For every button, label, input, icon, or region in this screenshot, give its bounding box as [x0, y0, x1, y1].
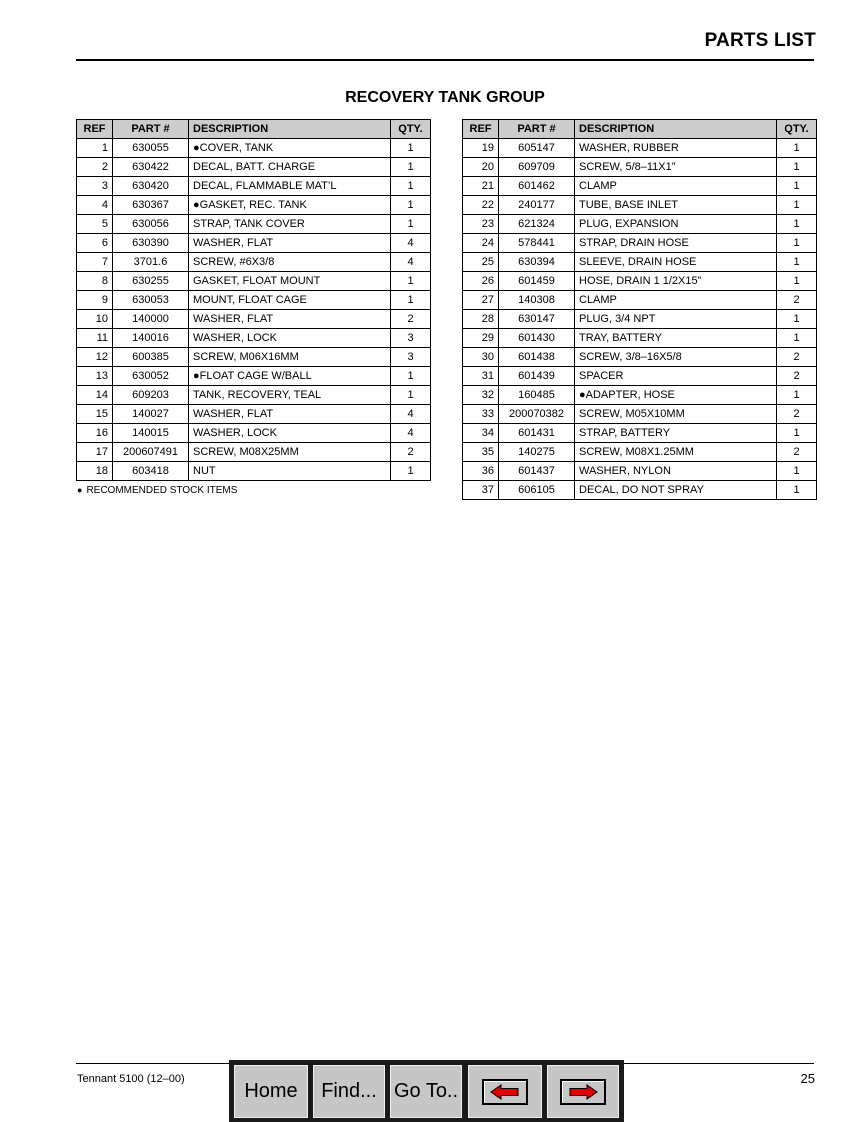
ref-cell: 8 [77, 272, 113, 291]
description-cell: SCREW, 3/8–16X5/8 [575, 348, 777, 367]
table-row [463, 196, 817, 215]
home-button[interactable]: Home [234, 1065, 308, 1118]
description-cell: WASHER, LOCK [189, 424, 391, 443]
qty-cell: 1 [391, 367, 431, 386]
part-number-cell: 601431 [499, 424, 575, 443]
description-cell: WASHER, FLAT [189, 234, 391, 253]
part-number-cell: 240177 [499, 196, 575, 215]
ref-cell: 3 [77, 177, 113, 196]
ref-cell: 30 [463, 348, 499, 367]
part-number-cell: 200607491 [113, 443, 189, 462]
table-row [77, 424, 431, 443]
table-row [77, 386, 431, 405]
part-number-cell: 140308 [499, 291, 575, 310]
qty-cell: 1 [391, 215, 431, 234]
ref-cell: 2 [77, 158, 113, 177]
qty-cell: 2 [777, 443, 817, 462]
qty-cell: 1 [777, 481, 817, 500]
table-row [77, 177, 431, 196]
table-row [463, 481, 817, 500]
ref-cell: 6 [77, 234, 113, 253]
table-row [77, 196, 431, 215]
footnote-text: RECOMMENDED STOCK ITEMS [86, 485, 238, 496]
qty-cell: 2 [777, 291, 817, 310]
part-number-cell: 630255 [113, 272, 189, 291]
table-row [77, 443, 431, 462]
part-number-cell: 630053 [113, 291, 189, 310]
table-row [463, 272, 817, 291]
qty-cell: 1 [391, 291, 431, 310]
description-cell: PLUG, EXPANSION [575, 215, 777, 234]
qty-cell: 2 [777, 348, 817, 367]
ref-cell: 22 [463, 196, 499, 215]
part-number-cell: 140016 [113, 329, 189, 348]
qty-cell: 1 [391, 196, 431, 215]
part-number-cell: 578441 [499, 234, 575, 253]
description-cell: SPACER [575, 367, 777, 386]
part-number-cell: 609709 [499, 158, 575, 177]
part-number-cell: 160485 [499, 386, 575, 405]
qty-cell: 1 [777, 177, 817, 196]
qty-cell: 1 [777, 253, 817, 272]
description-cell: STRAP, TANK COVER [189, 215, 391, 234]
ref-cell: 17 [77, 443, 113, 462]
qty-cell: 2 [391, 443, 431, 462]
qty-cell: 1 [777, 215, 817, 234]
description-cell: ●COVER, TANK [189, 139, 391, 158]
description-header: DESCRIPTION [189, 120, 391, 139]
description-cell: ●GASKET, REC. TANK [189, 196, 391, 215]
description-cell: STRAP, BATTERY [575, 424, 777, 443]
header-rule [76, 59, 814, 61]
footer-model: Tennant 5100 (12–00) [77, 1073, 185, 1085]
qty-cell: 1 [391, 462, 431, 481]
description-cell: MOUNT, FLOAT CAGE [189, 291, 391, 310]
description-cell: SCREW, M06X16MM [189, 348, 391, 367]
qty-cell: 3 [391, 348, 431, 367]
description-cell: WASHER, NYLON [575, 462, 777, 481]
table-row [463, 443, 817, 462]
part-number-cell: 630367 [113, 196, 189, 215]
part-number-header: PART # [499, 120, 575, 139]
ref-cell: 14 [77, 386, 113, 405]
description-cell: DECAL, BATT. CHARGE [189, 158, 391, 177]
part-number-cell: 600385 [113, 348, 189, 367]
table-row [77, 329, 431, 348]
table-row [77, 367, 431, 386]
ref-cell: 18 [77, 462, 113, 481]
ref-cell: 15 [77, 405, 113, 424]
goto-button[interactable]: Go To.. [390, 1065, 462, 1118]
description-cell: TRAY, BATTERY [575, 329, 777, 348]
ref-cell: 13 [77, 367, 113, 386]
description-cell: WASHER, RUBBER [575, 139, 777, 158]
part-number-cell: 601439 [499, 367, 575, 386]
ref-cell: 4 [77, 196, 113, 215]
qty-cell: 2 [391, 310, 431, 329]
qty-cell: 1 [777, 234, 817, 253]
part-number-cell: 605147 [499, 139, 575, 158]
qty-cell: 1 [391, 158, 431, 177]
description-cell: DECAL, DO NOT SPRAY [575, 481, 777, 500]
qty-cell: 1 [777, 424, 817, 443]
table-header-row [463, 120, 817, 139]
table-row [463, 139, 817, 158]
description-cell: DECAL, FLAMMABLE MAT’L [189, 177, 391, 196]
qty-cell: 1 [391, 177, 431, 196]
description-cell: TUBE, BASE INLET [575, 196, 777, 215]
part-number-cell: 3701.6 [113, 253, 189, 272]
table-row [77, 348, 431, 367]
part-number-cell: 630390 [113, 234, 189, 253]
description-cell: CLAMP [575, 177, 777, 196]
part-number-cell: 621324 [499, 215, 575, 234]
part-number-cell: 630420 [113, 177, 189, 196]
arrow-right-icon [560, 1079, 606, 1105]
table-row [77, 253, 431, 272]
footnote [77, 485, 237, 496]
ref-cell: 19 [463, 139, 499, 158]
table-row [77, 272, 431, 291]
ref-cell: 31 [463, 367, 499, 386]
description-header: DESCRIPTION [575, 120, 777, 139]
description-cell: ●ADAPTER, HOSE [575, 386, 777, 405]
table-row [77, 215, 431, 234]
ref-cell: 33 [463, 405, 499, 424]
ref-cell: 7 [77, 253, 113, 272]
table-row [77, 158, 431, 177]
table-row [77, 462, 431, 481]
description-cell: STRAP, DRAIN HOSE [575, 234, 777, 253]
description-cell: ●FLOAT CAGE W/BALL [189, 367, 391, 386]
part-number-cell: 630394 [499, 253, 575, 272]
part-number-cell: 601459 [499, 272, 575, 291]
ref-cell: 25 [463, 253, 499, 272]
ref-cell: 10 [77, 310, 113, 329]
ref-cell: 11 [77, 329, 113, 348]
part-number-cell: 630052 [113, 367, 189, 386]
ref-cell: 35 [463, 443, 499, 462]
table-row [463, 367, 817, 386]
ref-cell: 32 [463, 386, 499, 405]
part-number-cell: 140275 [499, 443, 575, 462]
next-page-button[interactable] [547, 1065, 619, 1118]
part-number-cell: 630055 [113, 139, 189, 158]
description-cell: SCREW, M08X25MM [189, 443, 391, 462]
table-row [463, 310, 817, 329]
qty-cell: 4 [391, 253, 431, 272]
part-number-cell: 630056 [113, 215, 189, 234]
qty-cell: 4 [391, 424, 431, 443]
ref-cell: 29 [463, 329, 499, 348]
qty-cell: 4 [391, 234, 431, 253]
ref-cell: 5 [77, 215, 113, 234]
table-row [463, 291, 817, 310]
table-row [463, 348, 817, 367]
part-number-cell: 601462 [499, 177, 575, 196]
part-number-cell: 609203 [113, 386, 189, 405]
table-row [463, 386, 817, 405]
qty-cell: 1 [391, 139, 431, 158]
page-number: 25 [800, 1071, 815, 1086]
qty-cell: 1 [777, 329, 817, 348]
description-cell: WASHER, FLAT [189, 310, 391, 329]
table-row [463, 462, 817, 481]
table-row [77, 291, 431, 310]
description-cell: WASHER, FLAT [189, 405, 391, 424]
table-row [463, 329, 817, 348]
part-number-cell: 140015 [113, 424, 189, 443]
description-cell: TANK, RECOVERY, TEAL [189, 386, 391, 405]
part-number-cell: 140027 [113, 405, 189, 424]
ref-cell: 28 [463, 310, 499, 329]
description-cell: SCREW, M05X10MM [575, 405, 777, 424]
qty-cell: 1 [777, 310, 817, 329]
description-cell: SLEEVE, DRAIN HOSE [575, 253, 777, 272]
table-row [77, 310, 431, 329]
group-title: RECOVERY TANK GROUP [345, 89, 545, 106]
qty-cell: 1 [391, 386, 431, 405]
ref-cell: 1 [77, 139, 113, 158]
ref-header: REF [77, 120, 113, 139]
table-row [77, 139, 431, 158]
ref-cell: 23 [463, 215, 499, 234]
part-number-cell: 140000 [113, 310, 189, 329]
ref-cell: 16 [77, 424, 113, 443]
table-row [77, 234, 431, 253]
part-number-cell: 601438 [499, 348, 575, 367]
parts-table-left [76, 119, 431, 481]
qty-header: QTY. [391, 120, 431, 139]
description-cell: PLUG, 3/4 NPT [575, 310, 777, 329]
qty-cell: 4 [391, 405, 431, 424]
table-row [463, 215, 817, 234]
qty-cell: 1 [777, 462, 817, 481]
table-row [463, 234, 817, 253]
ref-cell: 26 [463, 272, 499, 291]
qty-cell: 1 [391, 272, 431, 291]
previous-page-button[interactable] [468, 1065, 542, 1118]
qty-cell: 1 [777, 272, 817, 291]
part-number-cell: 606105 [499, 481, 575, 500]
table-row [463, 177, 817, 196]
table-header-row [77, 120, 431, 139]
arrow-left-icon [482, 1079, 528, 1105]
part-number-header: PART # [113, 120, 189, 139]
bullet-icon: ● [77, 485, 83, 495]
description-cell: HOSE, DRAIN 1 1/2X15” [575, 272, 777, 291]
ref-cell: 21 [463, 177, 499, 196]
part-number-cell: 601437 [499, 462, 575, 481]
qty-cell: 1 [777, 196, 817, 215]
part-number-cell: 200070382 [499, 405, 575, 424]
ref-cell: 12 [77, 348, 113, 367]
description-cell: SCREW, #6X3/8 [189, 253, 391, 272]
ref-cell: 20 [463, 158, 499, 177]
part-number-cell: 630147 [499, 310, 575, 329]
ref-cell: 27 [463, 291, 499, 310]
part-number-cell: 601430 [499, 329, 575, 348]
table-row [463, 158, 817, 177]
description-cell: CLAMP [575, 291, 777, 310]
description-cell: NUT [189, 462, 391, 481]
table-row [463, 424, 817, 443]
part-number-cell: 603418 [113, 462, 189, 481]
qty-cell: 1 [777, 386, 817, 405]
qty-cell: 1 [777, 139, 817, 158]
qty-cell: 2 [777, 367, 817, 386]
ref-header: REF [463, 120, 499, 139]
table-row [463, 405, 817, 424]
navigation-bar [229, 1060, 624, 1122]
qty-cell: 3 [391, 329, 431, 348]
qty-cell: 1 [777, 158, 817, 177]
description-cell: WASHER, LOCK [189, 329, 391, 348]
find-button[interactable]: Find... [313, 1065, 385, 1118]
ref-cell: 9 [77, 291, 113, 310]
ref-cell: 37 [463, 481, 499, 500]
page-title: PARTS LIST [704, 30, 816, 51]
ref-cell: 24 [463, 234, 499, 253]
part-number-cell: 630422 [113, 158, 189, 177]
qty-header: QTY. [777, 120, 817, 139]
description-cell: SCREW, M08X1.25MM [575, 443, 777, 462]
description-cell: SCREW, 5/8–11X1” [575, 158, 777, 177]
ref-cell: 34 [463, 424, 499, 443]
parts-table-right [462, 119, 817, 500]
description-cell: GASKET, FLOAT MOUNT [189, 272, 391, 291]
ref-cell: 36 [463, 462, 499, 481]
table-row [463, 253, 817, 272]
table-row [77, 405, 431, 424]
qty-cell: 2 [777, 405, 817, 424]
